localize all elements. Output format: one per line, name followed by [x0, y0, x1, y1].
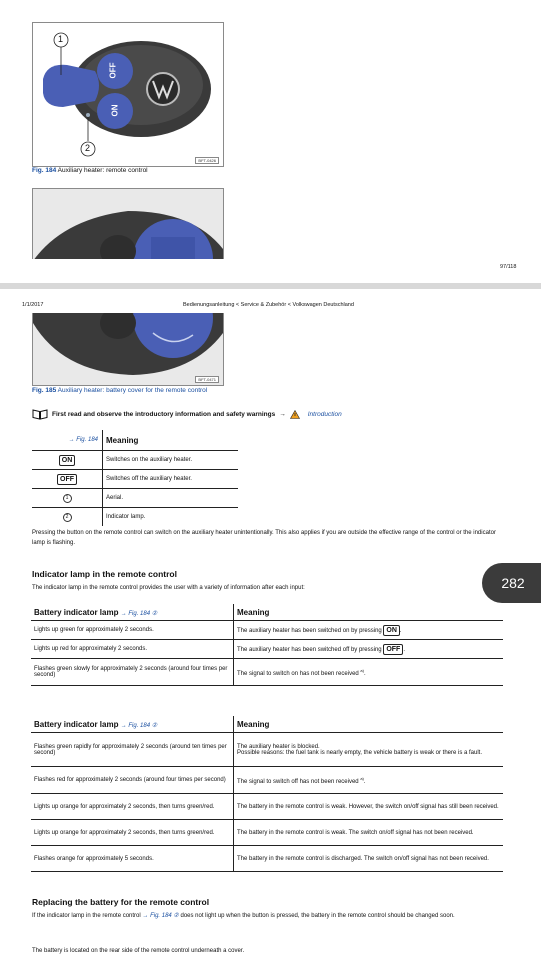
row-meaning: The auxiliary heater is blocked.: [237, 743, 320, 750]
battery-cover-illustration-lower: [33, 313, 223, 385]
table-row: [31, 846, 503, 872]
battery-text-a: If the indicator lamp in the remote control: [32, 913, 141, 919]
indicator-table-1: [31, 604, 503, 686]
battery-location: The battery is located on the rear side of the remote control underneath a cover.: [32, 948, 245, 954]
table-row: [31, 794, 503, 820]
row-signal: Flashes red for approximately 2 seconds (around four times per second): [31, 767, 234, 794]
battery-cover-illustration: [33, 189, 223, 259]
row-meaning: The auxiliary heater has been switched on by pressing: [237, 627, 382, 634]
page-break: [0, 283, 541, 289]
header-fig-ref[interactable]: → Fig. 184 ②: [120, 610, 158, 617]
row-meaning: Aerial.: [103, 489, 239, 508]
intro-line: [32, 409, 342, 420]
off-key-label: OFF: [57, 474, 77, 485]
table-row: [31, 820, 503, 846]
aerial-callout: 1: [63, 494, 72, 503]
row-meaning: The battery in the remote control is discharged. The switch on/off signal has not been received.: [234, 846, 504, 872]
header-fig-ref[interactable]: → Fig. 184 ②: [120, 722, 158, 729]
table-row: [32, 508, 238, 527]
battery-paragraph: [32, 911, 502, 921]
caption-text: Auxiliary heater: battery cover for the remote control: [56, 387, 208, 394]
callout-1: 1: [58, 34, 64, 44]
row-meaning: Switches on the auxiliary heater.: [103, 451, 239, 470]
figure-185-caption: [32, 387, 207, 394]
header-meaning: Meaning: [234, 716, 504, 733]
table-row: [31, 621, 503, 640]
page-counter: 97/118: [500, 264, 517, 270]
on-button-label: ON: [110, 104, 120, 117]
row-tail: .: [363, 778, 366, 785]
row-meaning: The signal to switch off has not been received: [237, 778, 359, 785]
row-meaning-detail: Possible reasons: the fuel tank is nearly empty, the vehicle battery is weak or there is a fault.: [237, 749, 483, 756]
row-tail: .: [399, 627, 402, 634]
warning-paragraph: Pressing the button on the remote control can switch on the auxiliary heater unintentionally. This also applies if you are outside the effective range of the control or the indicator lamp is flashing.: [32, 530, 496, 546]
intro-arrow: →: [279, 411, 286, 418]
figure-185-top: [32, 188, 224, 259]
header-battery-lamp: Battery indicator lamp: [34, 719, 119, 729]
print-date: 1/1/2017: [22, 302, 44, 308]
intro-text: First read and observe the introductory information and safety warnings: [52, 411, 276, 418]
remote-control-illustration: [33, 23, 223, 166]
row-tail: .: [403, 646, 405, 653]
table-header-meaning: Meaning: [103, 430, 239, 451]
table-row: [32, 470, 238, 489]
table-row: [31, 767, 503, 794]
table-row: [31, 640, 503, 659]
table-row: [32, 451, 238, 470]
figure-184-caption: [32, 167, 148, 174]
row-meaning: The battery in the remote control is weak. However, the switch on/off signal has still been received.: [234, 794, 504, 820]
off-key-label: OFF: [383, 644, 403, 655]
indicator-table-2: [31, 716, 503, 872]
table-row: [32, 489, 238, 508]
warning-icon: [290, 410, 300, 419]
on-key-label: ON: [59, 455, 76, 466]
row-signal: Lights up red for approximately 2 seconds.: [31, 640, 234, 659]
caption-text: Auxiliary heater: remote control: [56, 167, 148, 174]
off-button-label: OFF: [108, 62, 118, 79]
callout-2: 2: [85, 143, 91, 153]
row-meaning: Switches off the auxiliary heater.: [103, 470, 239, 489]
introduction-link[interactable]: Introduction: [307, 411, 342, 418]
caption-number: Fig. 184: [32, 167, 57, 174]
figure-code: BFT-0426: [195, 157, 219, 164]
caption-number: Fig. 185: [32, 387, 57, 394]
row-meaning: The battery in the remote control is weak. The switch on/off signal has not been received.: [234, 820, 504, 846]
indicator-heading: Indicator lamp in the remote control: [32, 569, 177, 579]
figure-184: [32, 22, 224, 167]
print-title: Bedienungsanleitung < Service & Zubehör < Volkswagen Deutschland: [183, 302, 354, 308]
figure-code: BFT-0471: [195, 376, 219, 383]
row-meaning: The auxiliary heater has been switched off by pressing: [237, 646, 382, 653]
row-signal: Lights up orange for approximately 2 seconds, then turns green/red.: [31, 794, 234, 820]
indicator-callout: 2: [63, 513, 72, 522]
row-tail: .: [363, 670, 366, 677]
book-icon: [32, 409, 48, 420]
battery-text-b: does not light up when the button is pressed, the battery in the remote control should be changed soon.: [180, 913, 455, 919]
button-meaning-table: [32, 430, 238, 526]
table-row: [31, 659, 503, 686]
indicator-intro: The indicator lamp in the remote control provides the user with a variety of information after each input:: [32, 585, 305, 591]
header-meaning: Meaning: [234, 604, 504, 621]
row-signal: Flashes green slowly for approximately 2 seconds (around four times per second): [31, 659, 234, 686]
table-row: [31, 733, 503, 767]
footnote-ref: a): [360, 775, 364, 781]
header-battery-lamp: Battery indicator lamp: [34, 607, 119, 617]
row-signal: Lights up green for approximately 2 seconds.: [31, 621, 234, 640]
row-signal: Flashes green rapidly for approximately 2 seconds (around ten times per second): [31, 733, 234, 767]
footnote-ref: a): [360, 667, 364, 673]
row-meaning: Indicator lamp.: [103, 508, 239, 527]
figure-185-bottom: [32, 313, 224, 386]
battery-fig-ref[interactable]: → Fig. 184 ②: [142, 913, 179, 919]
on-key-label: ON: [383, 625, 400, 636]
row-meaning: The signal to switch on has not been received: [237, 670, 359, 677]
row-signal: Lights up orange for approximately 2 seconds, then turns green/red.: [31, 820, 234, 846]
page-number-badge: 282: [482, 563, 541, 603]
battery-heading: Replacing the battery for the remote control: [32, 897, 210, 907]
row-signal: Flashes orange for approximately 5 seconds.: [31, 846, 234, 872]
table-header-figure-ref[interactable]: → Fig. 184: [68, 437, 98, 443]
